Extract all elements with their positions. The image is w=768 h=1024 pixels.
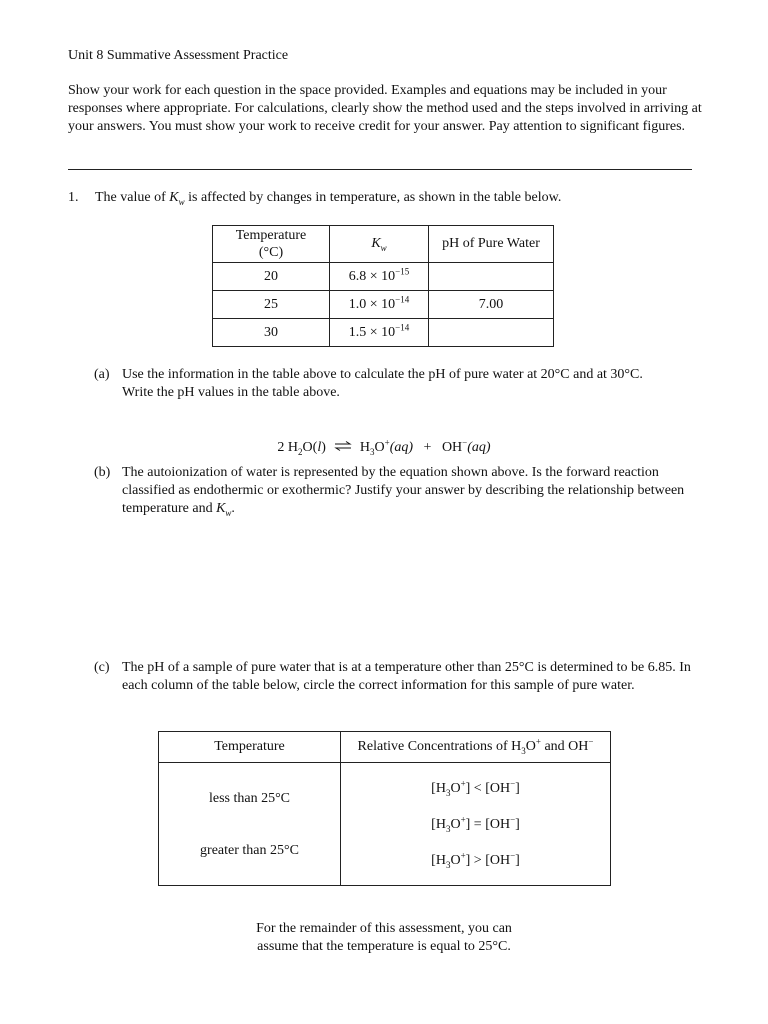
- part-c-text: The pH of a sample of pure water that is at a temperature other than 25°C is determined to be 6.85. In each column of the table below, circle the correct information for this sample of pure water.: [122, 660, 691, 693]
- part-a-line-1: Use the information in the table above to calculate the pH of pure water at 20°C and at 30°C.: [122, 367, 643, 382]
- header-relative-concentrations: Relative Concentrations of $H_3O^+$ and OH−: [341, 732, 611, 763]
- cell-kw: $1.0 \times 10^{-14}$: [330, 291, 429, 319]
- circle-answer-table: [158, 731, 611, 886]
- cell-kw: $1.5 \times 10^{-14}$: [330, 319, 429, 347]
- kw-temperature-table: [212, 225, 554, 347]
- autoionization-equation: 2 $H_2O(l)$ $H_3O^+(aq)$ + OH−(aq): [277, 437, 491, 457]
- cell-kw: $6.8 \times 10^{-15}$: [330, 263, 429, 291]
- table-row: [213, 263, 554, 291]
- cell-temp: 30: [213, 319, 330, 347]
- header-temperature: Temperature: [159, 732, 341, 763]
- option-h3o-less-than-oh[interactable]: $[H_3O^+] < [OH^-]$: [431, 778, 520, 798]
- closing-line-1: For the remainder of this assessment, you can: [256, 921, 512, 936]
- closing-line-2: assume that the temperature is equal to 25°C.: [257, 939, 511, 954]
- cell-temp: 25: [213, 291, 330, 319]
- equilibrium-arrow-icon: [333, 439, 353, 457]
- divider-line: [68, 169, 692, 170]
- prompt-text-start: The value of: [95, 190, 170, 205]
- option-less-than-25[interactable]: less than 25°C: [208, 791, 291, 806]
- cell-ph: 7.00: [429, 291, 554, 319]
- kw-symbol: $K_w$: [216, 501, 232, 518]
- part-c: [94, 659, 706, 695]
- part-a: [94, 366, 706, 402]
- part-b: (b) The autoionization of water is represented by the equation shown above. Is the forward reaction classified as endothermic or exothermic? Justify your answer by describing the relationship between temperature and $K_w$.: [94, 465, 685, 518]
- table-row: [213, 291, 554, 319]
- table-header-row: [159, 732, 611, 763]
- part-a-line-2: Write the pH values in the table above.: [122, 385, 340, 400]
- part-c-label: (c): [94, 660, 110, 675]
- question-1-prompt: [68, 189, 708, 207]
- header-ph: pH of Pure Water: [429, 226, 554, 263]
- table-row: [159, 763, 611, 886]
- table-header-row: [213, 226, 554, 263]
- part-a-label: (a): [94, 367, 110, 382]
- temperature-options-cell: [159, 763, 341, 886]
- part-b-text: The autoionization of water is represented by the equation shown above. Is the forward reaction classified as endothermic or exothermic? Justify your answer by describing the relationship between temperature and: [122, 465, 685, 516]
- page-title: Unit 8 Summative Assessment Practice: [68, 48, 289, 63]
- question-number: 1.: [68, 190, 79, 205]
- cell-temp: 20: [213, 263, 330, 291]
- instructions-paragraph: Show your work for each question in the space provided. Examples and equations may be included in your responses where appropriate. For calculations, clearly show the method used and the steps involved in arriving at your answers. You must show your work to receive credit for your answer. Pay attention to significant figures.: [68, 83, 702, 134]
- option-h3o-greater-than-oh[interactable]: $[H_3O^+] > [OH^-]$: [431, 850, 520, 870]
- part-b-label: (b): [94, 465, 111, 480]
- closing-note: [0, 920, 768, 956]
- prompt-text-end: is affected by changes in temperature, as shown in the table below.: [184, 190, 562, 205]
- header-temperature: Temperature (°C): [213, 226, 330, 263]
- kw-symbol: $K_w$: [169, 190, 185, 207]
- concentration-options-cell: [341, 763, 611, 886]
- option-greater-than-25[interactable]: greater than 25°C: [200, 843, 299, 858]
- table-row: [213, 319, 554, 347]
- cell-ph[interactable]: [429, 263, 554, 291]
- header-kw: $K_w$: [330, 226, 429, 263]
- option-h3o-equal-oh[interactable]: $[H_3O^+] = [OH^-]$: [431, 814, 520, 834]
- cell-ph[interactable]: [429, 319, 554, 347]
